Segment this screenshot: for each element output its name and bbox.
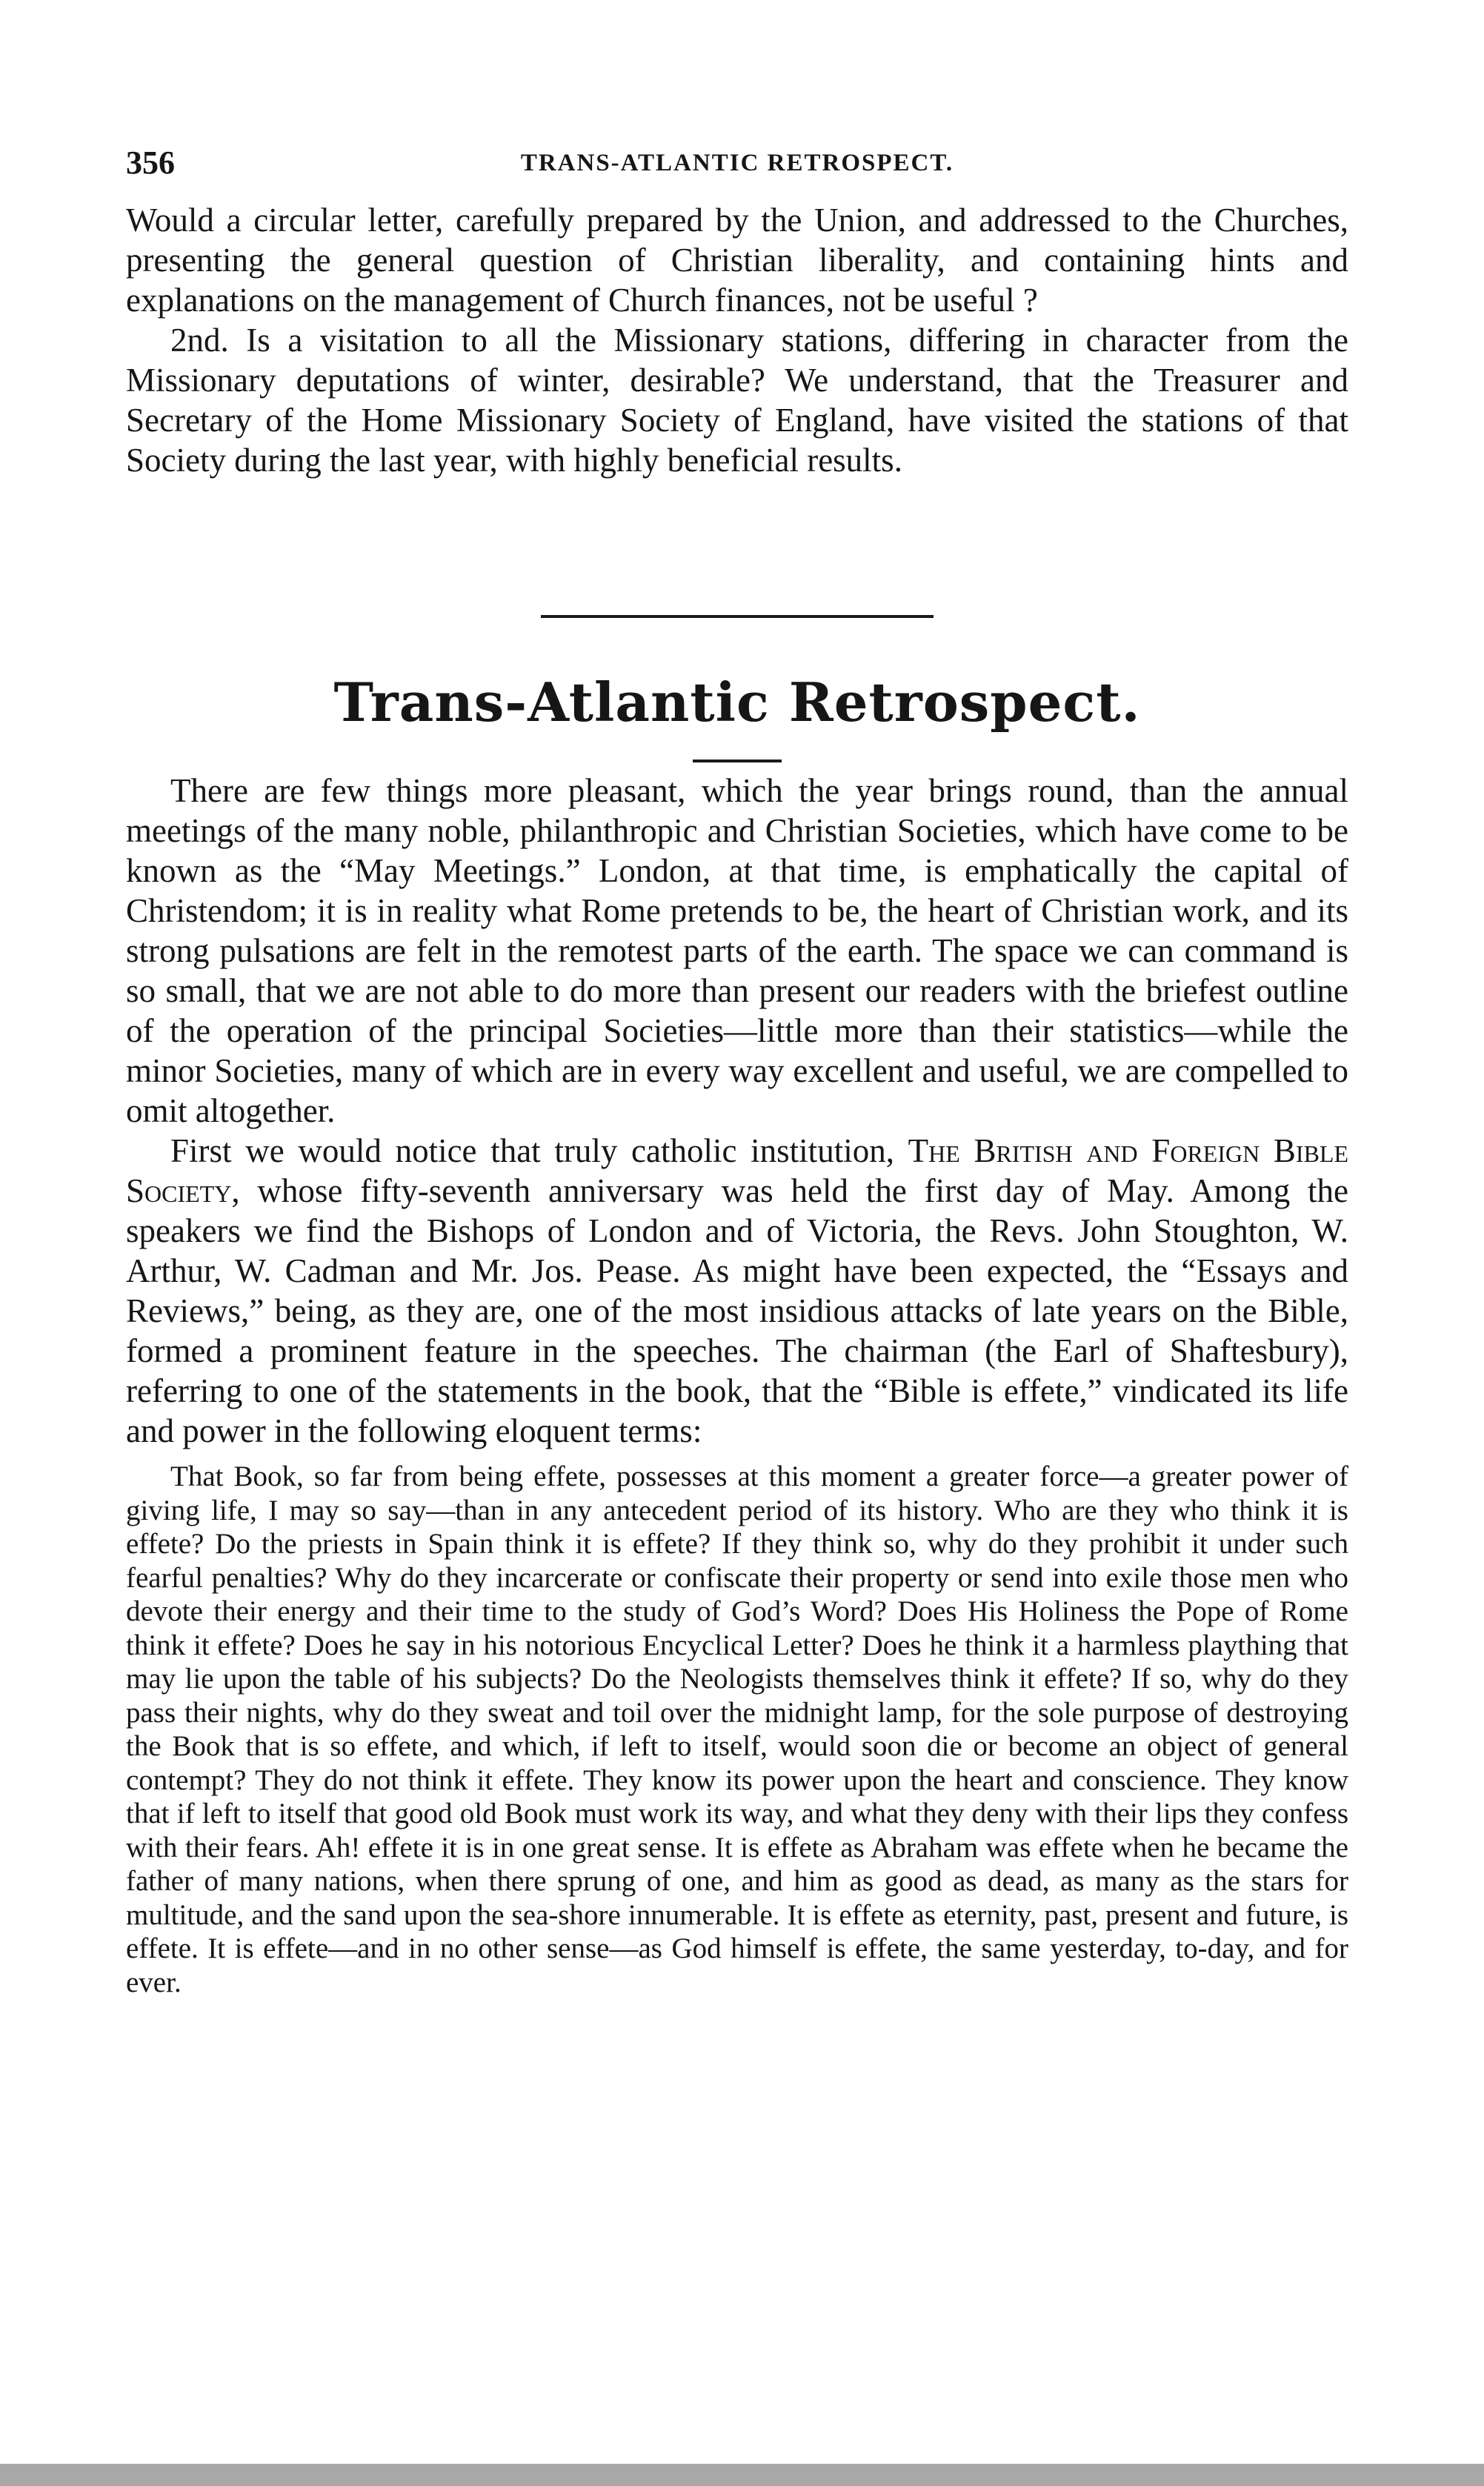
paragraph: There are few things more pleasant, which the year brings round, than the annual meetings of the many noble, philanthropic and Christian Societies, which have come to be known as the “May Meetings.” London, at that time, is emphatically the capital of Christendom; it is in reality what Rome pretends to be, the heart of Christian work, and its strong pulsations are felt in the remotest parts of the earth. The space we can command is so small, that we are not able to do more than present our readers with the briefest outline of the operation of the principal Societies—little more than their statistics—while the minor Societies, many of which are in every way excellent and useful, we are compelled to omit altogether. (126, 772, 1348, 1129)
text-run: , whose fifty-seventh anniversary was held the first day of May. Among the speakers we find the Bishops of London and of Victoria, the Revs. John Stoughton, W. Arthur, W. Cadman and Mr. Jos. Pease. As might have been expected, the “Essays and Reviews,” being, as they are, one of the most insidious attacks of late years on the Bible, formed a prominent feature in the speeches. The chairman (the Earl of Shaftesbury), referring to one of the statements in the book, that the “Bible is effete,” vindicated its life and power in the following eloquent terms: (126, 1172, 1348, 1449)
quotation-paragraph: That Book, so far from being effete, possesses at this moment a greater force—a greater power of giving life, I may so say—than in any antecedent period of its history. Who are they who think it is effete? Do the priests in Spain think it is effete? If they think so, why do they prohibit it under such fearful penalties? Why do they incarcerate or confiscate their property or send into exile those men who devote their energy and their time to the study of God’s Word? Does His Holiness the Pope of Rome think it effete? Does he say in his notorious Encyclical Letter? Does he think it a harmless plaything that may lie upon the table of his subjects? Do the Neologists themselves think it effete? If so, why do they pass their nights, why do they sweat and toil over the midnight lamp, for the sole purpose of destroying the Book that is so effete, and which, if left to itself, would soon die or become an object of general contempt? They do not think it effete. They know its power upon the heart and conscience. They know that if left to itself that good old Book must work its way, and what they deny with their lips they confess with their fears. Ah! effete it is in one great sense. It is effete as Abraham was effete when he became the father of many nations, when there sprung of one, and him as good as dead, as many as the stars for multitude, and the sand upon the sea-shore innumerable. It is effete as eternity, past, present and future, is effete. It is effete—and in no other sense—as God himself is effete, the same yesterday, to-day, and for ever. (126, 1460, 1348, 1998)
text-run: First we would notice that truly catholic institution, (170, 1132, 908, 1169)
society-name: The British and Foreign Bible Society (126, 1132, 1349, 1209)
running-head (126, 141, 1348, 185)
title-underline (693, 760, 782, 762)
page-number: 356 (126, 144, 175, 181)
scan-edge (0, 2464, 1484, 2486)
block-quotation (126, 1460, 1348, 1999)
section-title: Trans-Atlantic Retrospect. (333, 671, 1141, 734)
section-divider (541, 615, 934, 618)
section-body (126, 771, 1348, 1451)
preceding-article-text (126, 200, 1348, 480)
paragraph: Would a circular letter, carefully prepared by the Union, and addressed to the Churches, presenting the general question of Christian liberality, and containing hints and explanations on the management of Church finances, not be useful ? (126, 202, 1348, 319)
paragraph (126, 1131, 1348, 1451)
document-page (126, 141, 1348, 2438)
paragraph: 2nd. Is a visitation to all the Missionary stations, differing in character from the Missionary deputations of winter, desirable? We understand, that the Treasurer and Secretary of the Home Missionary Society of England, have visited the stations of that Society during the last year, with highly beneficial results. (126, 322, 1348, 479)
running-title: TRANS-ATLANTIC RETROSPECT. (520, 150, 954, 176)
